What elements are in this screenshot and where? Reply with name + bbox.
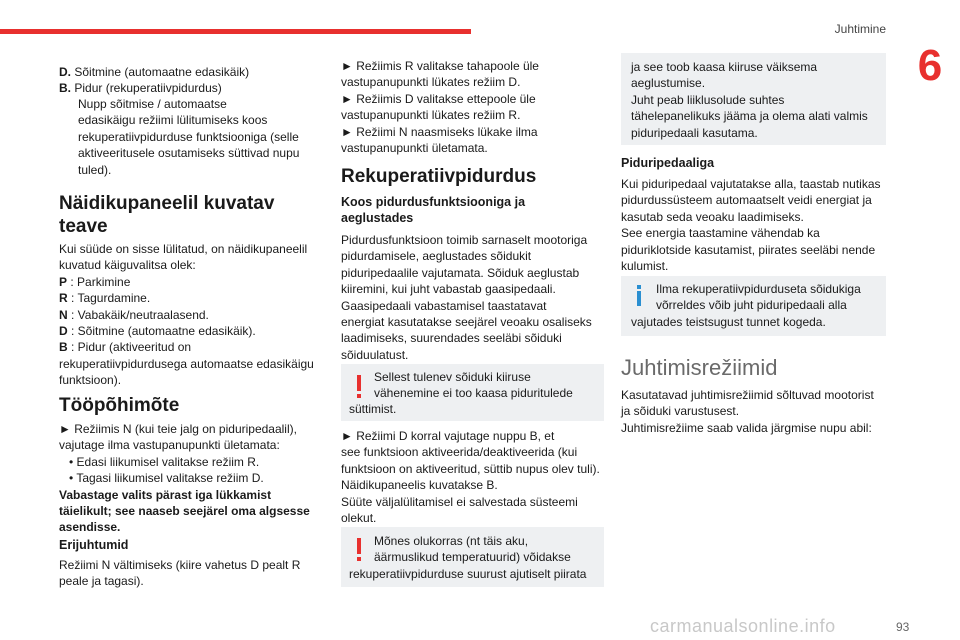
- regen-toggle-text: ► Režiimi D korral vajutage nuppu B, et see funktsioon aktiveerida/deaktiveerida (kui funktsioon on aktiveeritud, süttib nupus olev tuli). Näidikupaneelis kuvatakse B. Süüte väljalülitamisel ei salvestada süsteemi olekut.: [341, 429, 600, 526]
- section-title: Juhtimine: [834, 22, 886, 36]
- legend-item-b-detail: Nupp sõitmise / automaatse edasikäigu režiimi lülitumiseks koos rekuperatiivpidurduse funktsiooniga (selle aktiveeritusele osutamiseks süttivad nupu tuled).: [78, 97, 300, 177]
- header-accent-bar: [0, 29, 471, 34]
- info-icon: [636, 285, 641, 306]
- mode-selection-text: ► Režiimis R valitakse tahapoole üle vastupanupunkti lükates režiim D. ► Režiimis D valitakse ettepoole üle vastupanupunkti lükates režiim R. ► Režiimi N naasmiseks lükake ilma vastupanupunkti ületamata.: [341, 59, 539, 156]
- heading-display-info: Näidikupaneelil kuvatav teave: [59, 193, 275, 237]
- legend-item-d: D. Sõitmine (automaatne edasikäik): [59, 65, 250, 79]
- page-number: 93: [896, 620, 910, 634]
- heading-regen-braking: Rekuperatiivpidurdus: [341, 166, 537, 187]
- warning-note-continued: ja see toob kaasa kiiruse väiksema aeglustumise. Juht peab liiklusolude suhtes tähelepanelikuks jääma ja olema alati valmis piduripedaali kasutama.: [621, 53, 886, 145]
- heading-brake-pedal: Piduripedaaliga: [621, 156, 715, 170]
- regen-braking-text: Pidurdusfunktsioon toimib sarnaselt mootoriga pidurdamisele, aeglustades sõidukit piduripedaalile vajutamata. Sõiduk aeglustab kiiremini, kui juht vabastab gaasipedaali. Gaasipedaali vabastamisel taastatavat energiat kasutatakse seejärel veoaku osaliseks laadimiseks, suurendades seeläbi sõiduki sõiduulatust.: [341, 233, 592, 362]
- heading-special-cases: Erijuhtumid: [59, 538, 129, 552]
- display-info-text: Kui süüde on sisse lülitatud, on näidikupaneelil kuvatud käiguvalitsa olek: P : Parkimine R : Tagurdamine. N : Vabakäik/neutraalasend. D : Sõitmine (automaatne edasikäik). B : Pidur (aktiveeritud on rekuperatiivpidurdusega automaatse edasikäigu funktsioon).: [59, 242, 314, 388]
- principle-text: ► Režiimis N (kui teie jalg on piduripedaalil), vajutage ilma vastupanupunkti ületamata: • Edasi liikumisel valitakse režiim R. • Tagasi liikumisel valitakse režiim D. Vabastage valits pärast iga lükkamist täielikult; see naaseb seejärel oma algsesse asendisse.: [59, 422, 310, 535]
- heading-driving-modes: Juhtimisrežiimid: [621, 355, 778, 380]
- legend-item-b: B. Pidur (rekuperatiivpidurdus): [59, 81, 222, 95]
- warning-icon: [356, 375, 361, 398]
- heading-braking-function: Koos pidurdusfunktsiooniga ja aeglustades: [341, 195, 526, 226]
- warning-icon: [356, 538, 361, 561]
- info-note-pedal-feel: Ilma rekuperatiivpidurduseta sõidukiga võrreldes võib juht piduripedaali alla vajutades teistsugust tunnet kogeda.: [621, 276, 886, 336]
- heading-principle: Tööpõhimõte: [59, 395, 180, 416]
- warning-note-brake-lights: Sellest tulenev sõiduki kiiruse vähenemine ei too kaasa piduritulede süttimist.: [341, 364, 604, 421]
- warning-note-regen-limit: Mõnes olukorras (nt täis aku, äärmuslikud temperatuurid) võidakse rekuperatiivpidurduse suurust ajutiselt piirata: [341, 527, 604, 587]
- chapter-number: 6: [917, 41, 943, 90]
- special-cases-text: Režiimi N vältimiseks (kiire vahetus D pealt R peale ja tagasi).: [59, 558, 301, 589]
- watermark: carmanualsonline.info: [650, 616, 836, 636]
- brake-pedal-text: Kui piduripedaal vajutatakse alla, taastab nutikas pidurdussüsteem automaatselt veidi energiat ja kasutab seda veoaku laadimiseks. See energia taastamine vähendab ka piduriklotside kasutamist, piirates seeläbi nende kulumist.: [621, 177, 881, 274]
- driving-modes-text: Kasutatavad juhtimisrežiimid sõltuvad mootorist ja sõiduki varustusest. Juhtimisrežiime saab valida järgmise nupu abil:: [621, 388, 874, 435]
